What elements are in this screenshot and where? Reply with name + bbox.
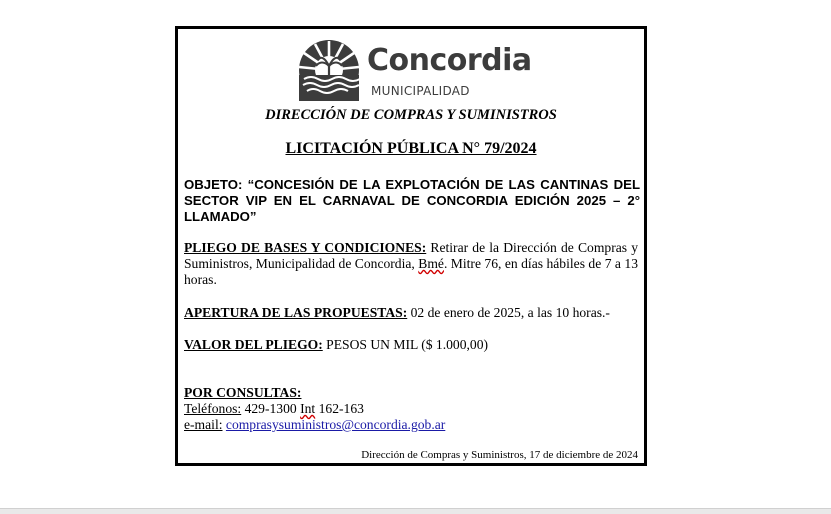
phone-line [184,401,638,417]
logo-name: Concordia [367,43,532,78]
tender-notice [175,26,647,466]
phone-label: Teléfonos: [184,401,242,416]
pliego-label: PLIEGO DE BASES Y CONDICIONES: [184,240,427,255]
email-line [184,417,638,433]
logo-subtitle: MUNICIPALIDAD [371,84,470,98]
phone-number-2: 162-163 [315,401,364,416]
email-link[interactable]: comprasysuministros@concordia.gob.ar [225,417,446,432]
phone-int-label: Int [300,401,316,416]
tender-object: OBJETO: “CONCESIÓN DE LA EXPLOTACIÓN DE LAS CANTINAS DEL SECTOR VIP EN EL CARNAVAL DE CONCORDIA EDICIÓN 2025 – 2° LLAMADO” [184,177,640,224]
consultas-label: POR CONSULTAS: [184,385,302,400]
tender-title: LICITACIÓN PÚBLICA N° 79/2024 [285,140,537,157]
pliego-text-1: Retirar de la Dirección de Compras y Suministros, Municipalidad de Concordia, [184,240,638,271]
email-label: e-mail: [184,417,223,432]
valor-text: PESOS UN MIL ($ 1.000,00) [322,337,489,352]
concordia-emblem-icon [298,39,360,101]
bottom-border [0,508,831,514]
pliego-paragraph [184,240,638,288]
pliego-abbr: Bmé [418,256,444,271]
department-title: DIRECCIÓN DE COMPRAS Y SUMINISTROS [265,107,557,123]
valor-paragraph [184,337,638,353]
logo [298,39,538,101]
footer-signature: Dirección de Compras y Suministros, 17 de diciembre de 2024 [361,449,638,461]
pliego-text-2: . Mitre 76, en días hábiles de 7 a 13 horas. [184,256,638,287]
apertura-label: APERTURA DE LAS PROPUESTAS: [184,305,408,320]
phone-number-1: 429-1300 [241,401,301,416]
valor-label: VALOR DEL PLIEGO: [184,337,323,352]
apertura-paragraph [184,305,638,321]
consultas-block [184,385,638,433]
apertura-text: 02 de enero de 2025, a las 10 horas.- [407,305,610,320]
